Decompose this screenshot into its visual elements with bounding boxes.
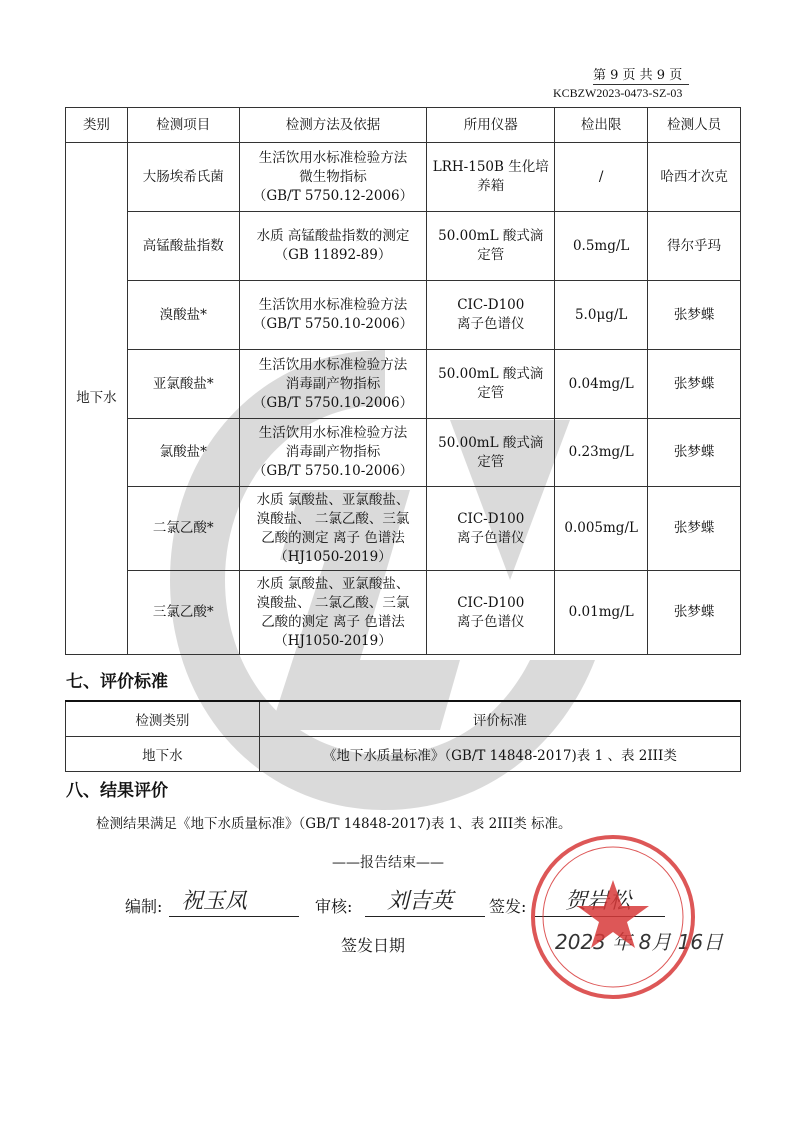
table-row bbox=[66, 143, 741, 212]
header-category: 类别 bbox=[66, 108, 128, 143]
result-conclusion: 检测结果满足《地下水质量标准》（GB/T 14848-2017)表 1、表 2III类 标准。 bbox=[96, 816, 572, 832]
header-limit: 检出限 bbox=[555, 108, 648, 143]
compile-line bbox=[169, 916, 299, 917]
person-cell: 张梦蝶 bbox=[648, 419, 741, 487]
criteria-header-row bbox=[66, 701, 741, 737]
official-seal bbox=[528, 832, 698, 1002]
section-title-criteria: 七、评价标准 bbox=[66, 672, 168, 692]
method-cell: 水质 氯酸盐、亚氯酸盐、 溴酸盐、 二氯乙酸、三氯 乙酸的测定 离子 色谱法 （HJ1050-2019） bbox=[239, 571, 427, 655]
compile-signature: 祝玉凤 bbox=[181, 889, 248, 914]
person-cell: 张梦蝶 bbox=[648, 571, 741, 655]
person-cell: 张梦蝶 bbox=[648, 350, 741, 419]
issue-date: 2023 年 8月 16日 bbox=[555, 930, 724, 954]
criteria-row bbox=[66, 737, 741, 772]
criteria-category-cell: 地下水 bbox=[66, 737, 260, 772]
person-cell: 哈西才次克 bbox=[648, 143, 741, 212]
criteria-table bbox=[65, 700, 741, 772]
method-cell: 生活饮用水标准检验方法 消毒副产物指标 （GB/T 5750.10-2006） bbox=[239, 419, 427, 487]
item-cell: 三氯乙酸* bbox=[127, 571, 239, 655]
limit-cell: 0.005mg/L bbox=[555, 487, 648, 571]
category-cell: 地下水 bbox=[66, 143, 128, 655]
instrument-cell: CIC-D100 离子色谱仪 bbox=[427, 571, 555, 655]
header-person: 检测人员 bbox=[648, 108, 741, 143]
method-cell: 生活饮用水标准检验方法 （GB/T 5750.10-2006） bbox=[239, 281, 427, 350]
table-row bbox=[66, 281, 741, 350]
item-cell: 大肠埃希氏菌 bbox=[127, 143, 239, 212]
limit-cell: / bbox=[555, 143, 648, 212]
test-methods-table bbox=[65, 107, 741, 655]
criteria-standard-cell: 《地下水质量标准》（GB/T 14848-2017)表 1 、表 2III类 bbox=[259, 737, 740, 772]
person-cell: 张梦蝶 bbox=[648, 281, 741, 350]
instrument-cell: 50.00mL 酸式滴 定管 bbox=[427, 419, 555, 487]
instrument-cell: CIC-D100 离子色谱仪 bbox=[427, 487, 555, 571]
instrument-cell: LRH-150B 生化培 养箱 bbox=[427, 143, 555, 212]
item-cell: 亚氯酸盐* bbox=[127, 350, 239, 419]
issue-label: 签发: bbox=[489, 897, 527, 916]
document-code: KCBZW2023-0473-SZ-03 bbox=[553, 86, 683, 100]
section-title-result: 八、结果评价 bbox=[66, 781, 168, 801]
table-row bbox=[66, 571, 741, 655]
review-label: 审核: bbox=[315, 897, 353, 916]
limit-cell: 0.23mg/L bbox=[555, 419, 648, 487]
limit-cell: 5.0μg/L bbox=[555, 281, 648, 350]
method-cell: 生活饮用水标准检验方法 消毒副产物指标 （GB/T 5750.10-2006） bbox=[239, 350, 427, 419]
item-cell: 氯酸盐* bbox=[127, 419, 239, 487]
table-row bbox=[66, 212, 741, 281]
table-row bbox=[66, 487, 741, 571]
instrument-cell: 50.00mL 酸式滴 定管 bbox=[427, 350, 555, 419]
report-end-mark: ——报告结束—— bbox=[332, 855, 444, 871]
limit-cell: 0.01mg/L bbox=[555, 571, 648, 655]
page-info: 第 9 页 共 9 页 bbox=[593, 64, 689, 85]
instrument-cell: CIC-D100 离子色谱仪 bbox=[427, 281, 555, 350]
item-cell: 高锰酸盐指数 bbox=[127, 212, 239, 281]
limit-cell: 0.5mg/L bbox=[555, 212, 648, 281]
table-row bbox=[66, 350, 741, 419]
item-cell: 二氯乙酸* bbox=[127, 487, 239, 571]
compile-label: 编制: bbox=[125, 897, 163, 916]
criteria-header-standard: 评价标准 bbox=[259, 701, 740, 737]
limit-cell: 0.04mg/L bbox=[555, 350, 648, 419]
method-cell: 水质 高锰酸盐指数的测定 （GB 11892-89） bbox=[239, 212, 427, 281]
item-cell: 溴酸盐* bbox=[127, 281, 239, 350]
table-header-row bbox=[66, 108, 741, 143]
person-cell: 张梦蝶 bbox=[648, 487, 741, 571]
header-instrument: 所用仪器 bbox=[427, 108, 555, 143]
header-method: 检测方法及依据 bbox=[239, 108, 427, 143]
method-cell: 生活饮用水标准检验方法 微生物指标 （GB/T 5750.12-2006） bbox=[239, 143, 427, 212]
review-signature: 刘吉英 bbox=[387, 889, 454, 914]
issue-date-label: 签发日期 bbox=[341, 936, 406, 955]
table-row bbox=[66, 419, 741, 487]
person-cell: 得尔乎玛 bbox=[648, 212, 741, 281]
header-item: 检测项目 bbox=[127, 108, 239, 143]
issue-signature: 贺岩松 bbox=[565, 889, 632, 914]
review-line bbox=[365, 916, 485, 917]
method-cell: 水质 氯酸盐、亚氯酸盐、 溴酸盐、 二氯乙酸、三氯 乙酸的测定 离子 色谱法 （HJ1050-2019） bbox=[239, 487, 427, 571]
instrument-cell: 50.00mL 酸式滴 定管 bbox=[427, 212, 555, 281]
criteria-header-category: 检测类别 bbox=[66, 701, 260, 737]
